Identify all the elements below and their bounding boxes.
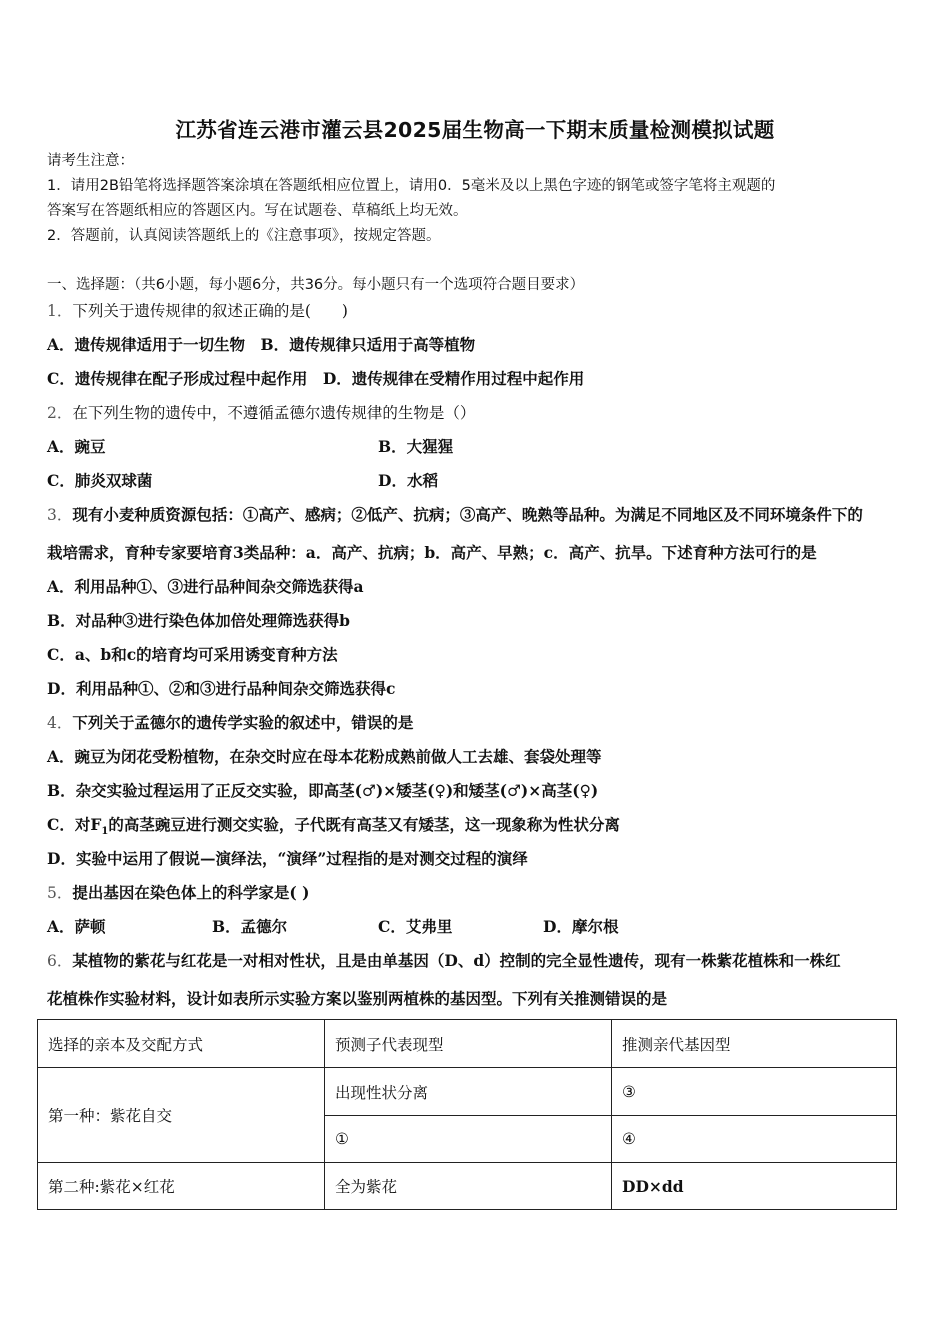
question-4-option-c-subscript: 1 <box>101 826 109 838</box>
question-2-option-a[interactable]: A．豌豆 <box>47 437 106 456</box>
question-3-option-c[interactable]: C．a、b和c的培育均可采用诱变育种方法 <box>47 645 338 664</box>
notice-item-1-line-2: 答案写在答题纸相应的答题区内。写在试题卷、草稿纸上均无效。 <box>47 203 468 219</box>
question-3-number: 3． <box>47 506 73 524</box>
question-5-option-d[interactable]: D．摩尔根 <box>543 917 619 936</box>
table-cell-phenotype: ① <box>325 1116 612 1163</box>
question-4-text: 下列关于孟德尔的遗传学实验的叙述中，错误的是 <box>72 713 414 732</box>
question-4-stem <box>47 712 413 734</box>
table-cell-phenotype: 出现性状分离 <box>325 1068 612 1116</box>
section-heading: 一、选择题：（共6小题，每小题6分，共36分。每小题只有一个选项符合题目要求） <box>47 277 585 293</box>
question-2-option-d[interactable]: D．水稻 <box>378 471 438 490</box>
question-3-stem-line-2: 栽培需求，育种专家要培育3类品种：a．高产、抗病；b．高产、早熟；c．高产、抗旱。下述育种方法可行的是 <box>47 543 817 562</box>
question-4-option-c[interactable] <box>47 814 620 843</box>
table-cell-genotype: DD×dd <box>612 1163 897 1210</box>
question-2-option-b[interactable]: B．大猩猩 <box>378 437 454 456</box>
question-2-number: 2． <box>47 404 73 422</box>
table-row <box>38 1163 897 1210</box>
question-2-stem <box>47 402 475 424</box>
table-header-cell: 选择的亲本及交配方式 <box>38 1020 325 1068</box>
notice-item-2: 2．答题前，认真阅读答题纸上的《注意事项》，按规定答题。 <box>47 228 441 244</box>
table-header-row <box>38 1020 897 1068</box>
question-3-option-b[interactable]: B．对品种③进行染色体加倍处理筛选获得b <box>47 611 350 630</box>
question-3-stem-line-1 <box>47 504 863 526</box>
question-4-option-c-text: 的高茎豌豆进行测交实验，子代既有高茎又有矮茎，这一现象称为性状分离 <box>108 815 620 834</box>
table-cell-method-1: 第一种：紫花自交 <box>38 1068 325 1163</box>
table-cell-phenotype: 全为紫花 <box>325 1163 612 1210</box>
exam-title: 江苏省连云港市灌云县2025届生物高一下期末质量检测模拟试题 <box>175 118 775 142</box>
table-header-cell: 预测子代表现型 <box>325 1020 612 1068</box>
table-cell-genotype: ③ <box>612 1068 897 1116</box>
question-1-number: 1． <box>47 302 73 320</box>
question-4-option-c-prefix: C．对F <box>47 815 102 834</box>
question-6-number: 6． <box>47 952 73 970</box>
question-4-number: 4． <box>47 714 73 732</box>
question-6-table <box>37 1019 897 1210</box>
notice-item-1-line-1: 1．请用2B铅笔将选择题答案涂填在答题纸相应位置上，请用0．5毫米及以上黑色字迹的钢笔或签字笔将主观题的 <box>47 178 776 194</box>
question-4-option-b[interactable]: B．杂交实验过程运用了正反交实验，即高茎(♂)×矮茎(♀)和矮茎(♂)×高茎(♀) <box>47 781 599 800</box>
question-3-option-d[interactable]: D．利用品种①、②和③进行品种间杂交筛选获得c <box>47 679 396 698</box>
question-2-option-c[interactable]: C．肺炎双球菌 <box>47 471 153 490</box>
question-2-text: 在下列生物的遗传中，不遵循孟德尔遗传规律的生物是（） <box>72 404 476 422</box>
question-1-stem <box>47 300 348 322</box>
question-5-text: 提出基因在染色体上的科学家是( ) <box>72 883 310 902</box>
table-row <box>38 1068 897 1116</box>
question-3-option-a[interactable]: A．利用品种①、③进行品种间杂交筛选获得a <box>47 577 364 596</box>
notice-heading: 请考生注意： <box>47 153 134 169</box>
question-4-option-d[interactable]: D．实验中运用了假说—演绎法，“演绎”过程指的是对测交过程的演绎 <box>47 849 528 868</box>
question-1-text: 下列关于遗传规律的叙述正确的是( ) <box>72 302 348 320</box>
question-3-text-line-1: 现有小麦种质资源包括：①高产、感病；②低产、抗病；③高产、晚熟等品种。为满足不同地区及不同环境条件下的 <box>72 505 863 524</box>
question-1-options-cd[interactable]: C．遗传规律在配子形成过程中起作用 D．遗传规律在受精作用过程中起作用 <box>47 369 585 388</box>
question-5-stem <box>47 882 309 904</box>
question-4-option-a[interactable]: A．豌豆为闭花受粉植物，在杂交时应在母本花粉成熟前做人工去雄、套袋处理等 <box>47 747 602 766</box>
question-6-stem-line-2: 花植株作实验材料，设计如表所示实验方案以鉴别两植株的基因型。下列有关推测错误的是 <box>47 989 668 1008</box>
question-5-option-c[interactable]: C．艾弗里 <box>378 917 453 936</box>
question-1-options-ab[interactable]: A．遗传规律适用于一切生物 B．遗传规律只适用于高等植物 <box>47 335 476 354</box>
question-5-option-b[interactable]: B．孟德尔 <box>212 917 288 936</box>
table-header-cell: 推测亲代基因型 <box>612 1020 897 1068</box>
question-6-stem-line-1 <box>47 950 841 972</box>
question-6-text-line-1: 某植物的紫花与红花是一对相对性状，且是由单基因（D、d）控制的完全显性遗传，现有一株紫花植株和一株红 <box>72 951 841 970</box>
question-5-option-a[interactable]: A．萨顿 <box>47 917 106 936</box>
question-5-number: 5． <box>47 884 73 902</box>
table-cell-method-2: 第二种:紫花×红花 <box>38 1163 325 1210</box>
table-cell-genotype: ④ <box>612 1116 897 1163</box>
